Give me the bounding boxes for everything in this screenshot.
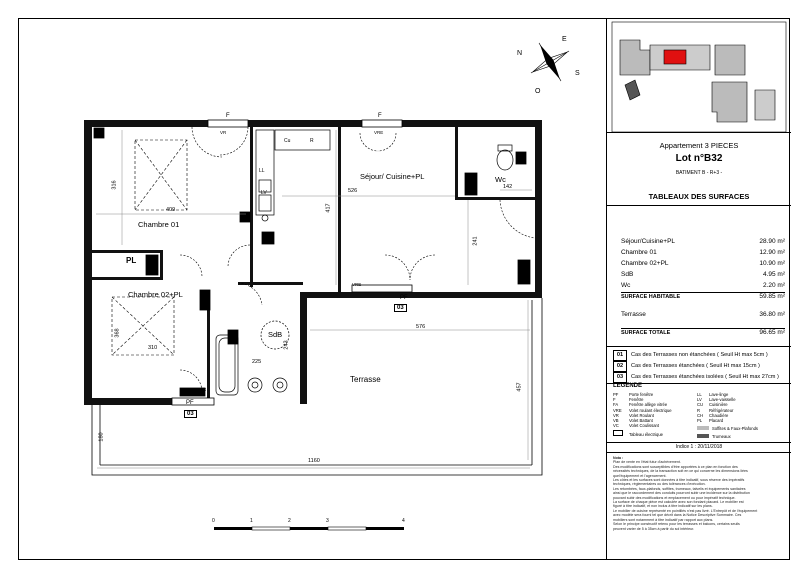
cases-section: [607, 346, 791, 384]
room-label-chambre01: Chambre 01: [138, 220, 180, 229]
surface-row: Séjour/Cuisine+PL 28.90 m²: [621, 238, 785, 245]
dimension-label: 576: [416, 324, 426, 330]
room-label-wc: Wc: [495, 175, 506, 184]
room-label-sdb: SdB: [268, 330, 283, 339]
threshold-code: 03: [184, 410, 197, 418]
scale-number: 1: [250, 518, 253, 524]
appliance-label-cu: Cu: [284, 138, 291, 144]
dimension-label: 142: [503, 184, 513, 190]
door-swings: [180, 127, 535, 392]
terrace-outline: [92, 298, 542, 475]
dimension-label: 241: [472, 236, 479, 246]
dimension-label: 225: [252, 359, 262, 365]
dimension-label: 310: [148, 345, 158, 351]
compass-rose: [520, 32, 580, 92]
dimension-label: 368: [114, 328, 121, 338]
surface-terrasse: Terrasse 36.80 m²: [621, 311, 785, 318]
indice: Indice 1 : 20/11/2018: [675, 444, 723, 450]
kitchen-counter: [256, 130, 330, 221]
case-row: 02 Cas des Terrasses étanchées ( Seuil Ht max 15cm ): [613, 361, 785, 371]
scale-number: 3: [326, 518, 329, 524]
nota-text: Nota : Plan de vente en l'état futur d'achèvement. Des modifications sont susceptibles d'être apportées à ce plan en fonction des nécessités techniques, de la transaction soit en ce qui concerne les dimensions liées quel'équipement et l'agencement. Les côtes et les surfaces sont données à titre indicatif, sous réserve des impératifs techniques, réglementaires ou des tolérances d'exécution. Les retombées, faux-plafonds, soffites, trumeaux, talvelis et équipements sanitaires ainsi que le raccordement des conduits pourront subir une incidence sur la distribution pouvant subir des modifications et emplacement ou pour impératif technique. La surface de chaque pièce est calculée avec son fondant placard. Le mobilier est figuré à titre indicatif, et non inclus à titre indicatif sur les plans. Le mobilier de cuisine représenté en pointillés n'est pas livré. L'Entrepôt et de l'équipement avec modèle sera fourni tel que décrit dans la Notice Descriptive Sommaire. Ces mobiliers sont notamment à titre indicatif par rapport aux plans. Selon le principe constructif retenu pour les terrasses et balcons, certains seuils peuvent varier de 5 à 35cm à partir du sol intérieur.: [613, 456, 758, 531]
window-label-f: F: [226, 113, 230, 119]
case-row: 01 Cas des Terrasses non étanchées ( Seuil Ht max 5cm ): [613, 350, 785, 360]
surface-row: SdB 4.95 m²: [621, 271, 785, 278]
dimension-label: 417: [325, 203, 332, 213]
surfaces-title: TABLEAUX DES SURFACES: [648, 192, 750, 201]
appliance-label-lv: LV: [261, 190, 267, 196]
dimension-label: 409: [166, 207, 176, 213]
dimension-label: 180: [98, 432, 105, 442]
compass-o: O: [535, 88, 541, 95]
surface-row: Chambre 01 12.90 m²: [621, 249, 785, 256]
compass-s: S: [575, 70, 580, 77]
title-block: [606, 18, 791, 560]
appliance-label-r: R: [310, 138, 314, 144]
surface-row: Wc 2.20 m²: [621, 282, 785, 289]
legende-section: [607, 382, 791, 443]
window-label-f: F: [378, 113, 382, 119]
scale-number: 0: [212, 518, 215, 524]
legende-col1: PF Porte fenêtre F Fenêtre FA Fenêtre allège vitrée VRE Volet roulant électrique VR Volet Roulant VB Volet Battant VC Volet Coulissant: [613, 392, 672, 429]
door-label-pf: PF: [186, 400, 194, 406]
trumeaux-legend: Trumeaux: [697, 434, 731, 439]
case-row: 03 Cas des Terrasses étanchées isolées ( Seuil Ht max 27cm ): [613, 372, 785, 382]
dimension-label: 243: [283, 340, 290, 350]
scale-number: 4: [402, 518, 405, 524]
lot-number: Lot n°B32: [675, 153, 723, 164]
legende-title: LEGENDE: [613, 383, 643, 389]
placard-label: PL: [126, 256, 137, 265]
appartement-type: Appartement 3 PIECES: [659, 141, 739, 150]
header-section: [607, 132, 791, 206]
placard-label: PL: [466, 175, 477, 184]
batiment: BATIMENT B - R+3 -: [675, 170, 723, 176]
surface-row: Chambre 02+PL 10.90 m²: [621, 260, 785, 267]
appliance-label-ll: LL: [259, 168, 265, 174]
room-label-terrasse: Terrasse: [350, 375, 381, 384]
bed-furniture: [112, 140, 187, 355]
room-label-chambre02: Chambre 02+PL: [128, 290, 183, 299]
dimension-label: 1160: [308, 458, 320, 464]
compass-n: N: [517, 50, 523, 57]
room-label-sejour: Séjour/ Cuisine+PL: [360, 172, 425, 181]
soffites-legend: Soffites & Faux-Plafonds: [697, 426, 758, 431]
shutter-label-vre: VRE: [374, 130, 384, 135]
dimension-label: 526: [348, 188, 358, 194]
legende-col2: LL Lave-linge LV Lave-vaisselle CU Cuisinière R Réfrigérateur CH Chaudière PL Placard: [697, 392, 736, 424]
door-label-pf: PF: [400, 295, 408, 301]
column-blocks: [94, 128, 530, 396]
compass-e: E: [562, 36, 567, 43]
tableau-electrique: Tableau électrique: [613, 430, 663, 437]
shutter-label-vre: VRE: [352, 282, 362, 287]
dimension-label: 457: [516, 382, 523, 392]
shutter-label-vr: VR: [220, 130, 227, 135]
surface-habitable: SURFACE HABITABLE 59.85 m²: [621, 293, 785, 300]
shutter-label-vr: VR: [200, 387, 207, 392]
scale-bar: [214, 527, 404, 530]
nota-section: [607, 452, 791, 453]
dimension-label: 316: [111, 180, 118, 190]
scale-number: 2: [288, 518, 291, 524]
surface-totale: SURFACE TOTALE 96.65 m²: [621, 329, 785, 336]
threshold-code: 03: [394, 304, 407, 312]
